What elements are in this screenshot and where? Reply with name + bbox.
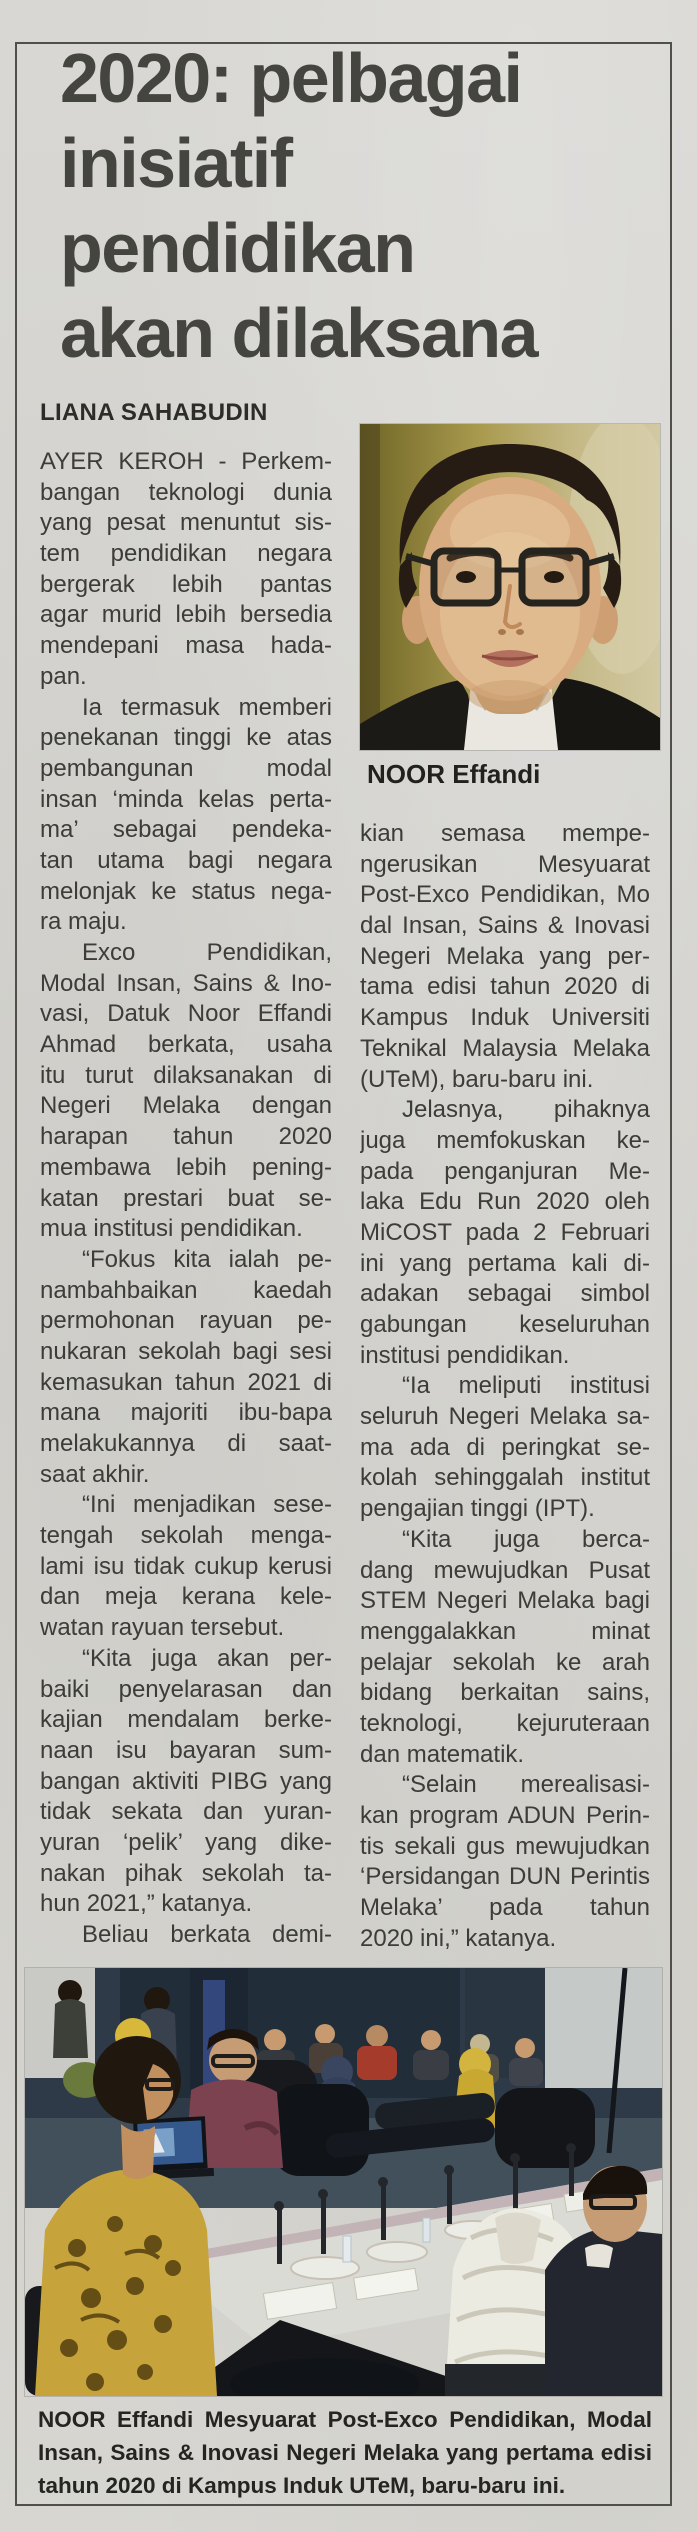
- photo-caption-line: tahun 2020 di Kampus Induk UTeM, baru-baru ini.: [38, 2473, 566, 2498]
- photo-caption-line: Insan, Sains & Inovasi Negeri Melaka yang pertama edisi: [38, 2440, 652, 2465]
- body-text-line: mendepani masa hada-: [40, 632, 332, 660]
- body-text-line: menggalakkan minat: [360, 1617, 650, 1645]
- meeting-photo: [25, 1968, 662, 2396]
- body-text-line: kan program ADUN Perin-: [360, 1802, 650, 1829]
- headline-line: 2020: pelbagai: [60, 39, 522, 117]
- body-text-line: ngerusikan Mesyuarat: [360, 850, 650, 878]
- body-text-line: “Ia meliputi institusi: [402, 1372, 650, 1400]
- body-text-line: Teknikal Malaysia Melaka: [360, 1034, 650, 1062]
- body-text-line: STEM Negeri Melaka bagi: [360, 1587, 650, 1615]
- body-text-line: “Ini menjadikan sese-: [82, 1491, 332, 1519]
- body-text-line: yang pesat menuntut sis-: [40, 509, 332, 537]
- body-text-line: tem pendidikan negara: [40, 540, 332, 568]
- body-text-line: vasi, Datuk Noor Effandi: [40, 1000, 332, 1028]
- body-text-line: bangan teknologi dunia: [40, 478, 332, 506]
- body-text-line: Jelasnya, pihaknya: [402, 1096, 650, 1124]
- body-text-line: teknologi, kejuruteraan: [360, 1709, 650, 1737]
- body-text-line: ra maju.: [40, 908, 127, 936]
- body-text-line: mua institusi pendidikan.: [40, 1215, 303, 1243]
- body-text-line: kolah sehinggalah institut: [360, 1464, 650, 1492]
- body-text-line: insan ‘minda kelas perta-: [40, 785, 332, 813]
- headline-line: inisiatif: [60, 124, 292, 202]
- portrait-photo-illustration: [360, 424, 660, 750]
- body-text-line: seluruh Negeri Melaka sa-: [360, 1403, 650, 1431]
- body-text-line: lami isu tidak cukup kerusi: [40, 1552, 332, 1580]
- body-text-line: gabungan keseluruhan: [360, 1311, 650, 1338]
- body-text-line: saat akhir.: [40, 1460, 150, 1488]
- body-text-line: ‘Persidangan DUN Perintis: [360, 1863, 650, 1891]
- body-text-line: institusi pendidikan.: [360, 1341, 570, 1369]
- body-text-line: pengajian tinggi (IPT).: [360, 1495, 595, 1523]
- body-text-line: dan meja kerana kele-: [40, 1583, 332, 1611]
- body-text-line: tengah sekolah menga-: [40, 1522, 332, 1550]
- body-text-line: tan utama bagi negara: [40, 846, 332, 874]
- portrait-photo: [360, 424, 660, 750]
- body-text-line: pan.: [40, 662, 87, 690]
- body-text-line: laka Edu Run 2020 oleh: [360, 1188, 650, 1216]
- body-text-line: Negeri Melaka yang per-: [360, 942, 650, 970]
- body-text-line: juga memfokuskan ke-: [360, 1126, 650, 1154]
- headline-line: pendidikan: [60, 209, 415, 287]
- body-text-line: permohonan rayuan pe-: [40, 1307, 332, 1335]
- body-text-line: membawa lebih pening-: [40, 1153, 332, 1181]
- body-text-line: Post-Exco Pendidikan, Mo: [360, 881, 650, 909]
- body-text-line: Ahmad berkata, usaha: [40, 1031, 332, 1059]
- photo-caption: [38, 2403, 652, 2502]
- portrait-caption: NOOR Effandi: [367, 759, 541, 789]
- byline: LIANA SAHABUDIN: [40, 399, 268, 426]
- body-text-line: nukaran sekolah bagi sesi: [40, 1337, 332, 1365]
- body-text-line: tis sekali gus mewujudkan: [360, 1832, 650, 1860]
- body-text-line: Exco Pendidikan,: [82, 939, 332, 966]
- body-text-line: mana majoriti ibu-bapa: [40, 1399, 332, 1427]
- body-text-line: kian semasa mempe-: [360, 820, 650, 847]
- body-text-line: baiki penyelarasan dan: [40, 1675, 332, 1703]
- body-text-line: ini yang pertama kali di-: [360, 1249, 650, 1277]
- body-text-line: 2020 ini,” katanya.: [360, 1924, 557, 1952]
- body-text-line: katan prestari buat se-: [40, 1184, 332, 1212]
- body-text-line: adakan sebagai simbol: [360, 1280, 650, 1308]
- body-text-line: melonjak ke status nega-: [40, 877, 332, 905]
- body-text-line: “Kita juga akan per-: [82, 1644, 332, 1672]
- body-text-line: yuran ‘pelik’ yang dike-: [40, 1828, 332, 1856]
- body-text-line: Modal Insan, Sains & Ino-: [40, 969, 332, 997]
- body-text-line: bidang berkaitan sains,: [360, 1679, 650, 1707]
- pillar: [545, 1968, 662, 2088]
- body-text-line: Ia termasuk memberi: [82, 693, 332, 721]
- body-text-line: Beliau berkata demi-: [82, 1921, 332, 1948]
- body-text-line: Melaka’ pada tahun: [360, 1894, 650, 1922]
- body-text-line: agar murid lebih bersedia: [40, 601, 332, 629]
- body-text-line: pada penganjuran Me-: [360, 1157, 650, 1185]
- body-text-line: Negeri Melaka dengan: [40, 1092, 332, 1120]
- left-column: [40, 447, 332, 1951]
- body-text-line: dan matematik.: [360, 1740, 525, 1768]
- body-text-line: penekanan tinggi ke atas: [40, 724, 332, 752]
- body-text-line: pelajar sekolah ke arah: [360, 1648, 650, 1676]
- body-text-line: Kampus Induk Universiti: [360, 1004, 650, 1032]
- headline: [60, 36, 658, 376]
- body-text-line: bergerak lebih pantas: [40, 570, 332, 598]
- body-text-line: “Selain merealisasi-: [402, 1771, 650, 1799]
- body-text-line: nakan pihak sekolah ta-: [40, 1859, 332, 1887]
- body-text-line: bangan aktiviti PIBG yang: [40, 1767, 332, 1795]
- body-text-line: harapan tahun 2020: [40, 1123, 332, 1151]
- body-text-line: melakukannya di saat-: [40, 1430, 332, 1457]
- meeting-photo-illustration: [25, 1968, 662, 2396]
- body-text-line: nambahbaikan kaedah: [40, 1276, 332, 1304]
- body-text-line: tama edisi tahun 2020 di: [360, 973, 650, 1001]
- body-text-line: “Fokus kita ialah pe-: [82, 1245, 332, 1273]
- body-text-line: hun 2021,” katanya.: [40, 1890, 253, 1918]
- body-text-line: ma’ sebagai pendeka-: [40, 816, 332, 844]
- body-text-line: tidak sekata dan yuran-: [40, 1798, 332, 1826]
- body-text-line: AYER KEROH - Perkem-: [40, 448, 332, 475]
- body-text-line: MiCOST pada 2 Februari: [360, 1218, 650, 1246]
- body-text-line: “Kita juga berca-: [402, 1525, 650, 1553]
- body-text-line: watan rayuan tersebut.: [40, 1614, 285, 1642]
- body-text-line: dang mewujudkan Pusat: [360, 1556, 650, 1584]
- body-text-line: kemasukan tahun 2021 di: [40, 1368, 332, 1396]
- body-text-line: dal Insan, Sains & Inovasi: [360, 912, 650, 940]
- body-text-line: ma ada di peringkat se-: [360, 1433, 650, 1461]
- body-text-line: pembangunan modal: [40, 754, 332, 782]
- body-text-line: kajian mendalam berke-: [40, 1706, 332, 1734]
- headline-line: akan dilaksana: [60, 294, 538, 372]
- body-text-line: naan isu bayaran sum-: [40, 1736, 332, 1764]
- right-column: [360, 819, 650, 1954]
- photo-caption-line: NOOR Effandi Mesyuarat Post-Exco Pendidikan, Modal: [38, 2407, 652, 2432]
- body-text-line: (UTeM), baru-baru ini.: [360, 1065, 594, 1093]
- body-text-line: itu turut dilaksanakan di: [40, 1061, 332, 1089]
